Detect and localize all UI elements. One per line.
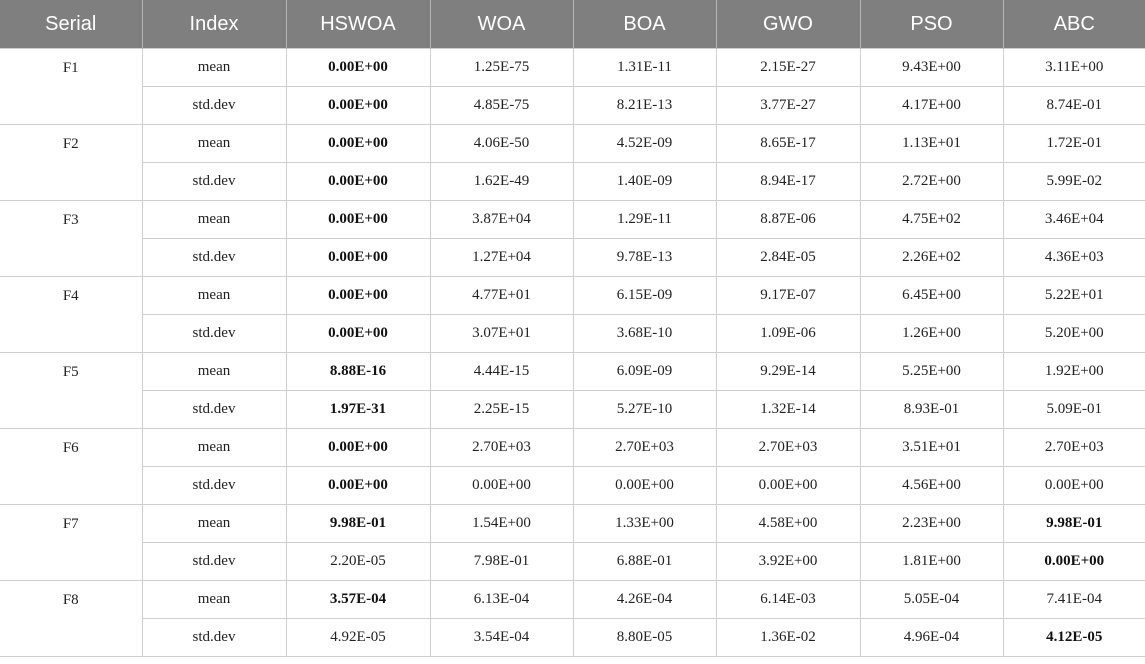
woa-value-cell: 4.06E-50 xyxy=(430,125,573,163)
woa-value-cell: 1.27E+04 xyxy=(430,239,573,277)
pso-value-cell: 4.96E-04 xyxy=(860,619,1003,657)
gwo-value-cell: 8.87E-06 xyxy=(716,201,860,239)
index-cell: std.dev xyxy=(142,543,286,581)
table-body xyxy=(0,49,1145,657)
woa-value-cell: 3.54E-04 xyxy=(430,619,573,657)
abc-value-cell: 9.98E-01 xyxy=(1003,505,1145,543)
woa-value-cell: 4.85E-75 xyxy=(430,87,573,125)
index-cell: mean xyxy=(142,277,286,315)
boa-value-cell: 1.31E-11 xyxy=(573,49,716,87)
pso-value-cell: 8.93E-01 xyxy=(860,391,1003,429)
boa-value-cell: 5.27E-10 xyxy=(573,391,716,429)
hswoa-value-cell: 0.00E+00 xyxy=(286,315,430,353)
table-row xyxy=(0,467,1145,505)
gwo-value-cell: 3.77E-27 xyxy=(716,87,860,125)
table-row xyxy=(0,505,1145,543)
boa-value-cell: 6.88E-01 xyxy=(573,543,716,581)
boa-value-cell: 4.52E-09 xyxy=(573,125,716,163)
header-hswoa: HSWOA xyxy=(286,0,430,49)
gwo-value-cell: 2.15E-27 xyxy=(716,49,860,87)
pso-value-cell: 5.25E+00 xyxy=(860,353,1003,391)
hswoa-value-cell: 0.00E+00 xyxy=(286,467,430,505)
header-pso: PSO xyxy=(860,0,1003,49)
serial-cell: F6 xyxy=(0,429,142,505)
abc-value-cell: 4.36E+03 xyxy=(1003,239,1145,277)
pso-value-cell: 5.05E-04 xyxy=(860,581,1003,619)
hswoa-value-cell: 1.97E-31 xyxy=(286,391,430,429)
abc-value-cell: 0.00E+00 xyxy=(1003,467,1145,505)
boa-value-cell: 0.00E+00 xyxy=(573,467,716,505)
woa-value-cell: 4.77E+01 xyxy=(430,277,573,315)
header-serial: Serial xyxy=(0,0,142,49)
abc-value-cell: 1.92E+00 xyxy=(1003,353,1145,391)
woa-value-cell: 4.44E-15 xyxy=(430,353,573,391)
pso-value-cell: 3.51E+01 xyxy=(860,429,1003,467)
index-cell: std.dev xyxy=(142,163,286,201)
index-cell: std.dev xyxy=(142,467,286,505)
hswoa-value-cell: 0.00E+00 xyxy=(286,49,430,87)
table-row xyxy=(0,543,1145,581)
boa-value-cell: 2.70E+03 xyxy=(573,429,716,467)
gwo-value-cell: 2.84E-05 xyxy=(716,239,860,277)
woa-value-cell: 2.25E-15 xyxy=(430,391,573,429)
hswoa-value-cell: 3.57E-04 xyxy=(286,581,430,619)
index-cell: std.dev xyxy=(142,87,286,125)
woa-value-cell: 0.00E+00 xyxy=(430,467,573,505)
abc-value-cell: 3.46E+04 xyxy=(1003,201,1145,239)
header-row xyxy=(0,0,1145,49)
gwo-value-cell: 9.17E-07 xyxy=(716,277,860,315)
hswoa-value-cell: 2.20E-05 xyxy=(286,543,430,581)
hswoa-value-cell: 8.88E-16 xyxy=(286,353,430,391)
table-row xyxy=(0,581,1145,619)
boa-value-cell: 1.40E-09 xyxy=(573,163,716,201)
pso-value-cell: 2.26E+02 xyxy=(860,239,1003,277)
header-gwo: GWO xyxy=(716,0,860,49)
hswoa-value-cell: 0.00E+00 xyxy=(286,429,430,467)
pso-value-cell: 2.23E+00 xyxy=(860,505,1003,543)
boa-value-cell: 1.33E+00 xyxy=(573,505,716,543)
pso-value-cell: 6.45E+00 xyxy=(860,277,1003,315)
pso-value-cell: 1.81E+00 xyxy=(860,543,1003,581)
index-cell: mean xyxy=(142,125,286,163)
index-cell: std.dev xyxy=(142,619,286,657)
gwo-value-cell: 1.36E-02 xyxy=(716,619,860,657)
boa-value-cell: 4.26E-04 xyxy=(573,581,716,619)
index-cell: mean xyxy=(142,49,286,87)
abc-value-cell: 8.74E-01 xyxy=(1003,87,1145,125)
woa-value-cell: 3.07E+01 xyxy=(430,315,573,353)
header-index: Index xyxy=(142,0,286,49)
hswoa-value-cell: 0.00E+00 xyxy=(286,239,430,277)
abc-value-cell: 0.00E+00 xyxy=(1003,543,1145,581)
woa-value-cell: 1.54E+00 xyxy=(430,505,573,543)
serial-cell: F8 xyxy=(0,581,142,657)
header-boa: BOA xyxy=(573,0,716,49)
woa-value-cell: 6.13E-04 xyxy=(430,581,573,619)
gwo-value-cell: 4.58E+00 xyxy=(716,505,860,543)
woa-value-cell: 1.25E-75 xyxy=(430,49,573,87)
hswoa-value-cell: 9.98E-01 xyxy=(286,505,430,543)
abc-value-cell: 7.41E-04 xyxy=(1003,581,1145,619)
table-row xyxy=(0,163,1145,201)
hswoa-value-cell: 0.00E+00 xyxy=(286,201,430,239)
index-cell: mean xyxy=(142,581,286,619)
index-cell: mean xyxy=(142,429,286,467)
woa-value-cell: 7.98E-01 xyxy=(430,543,573,581)
table-row xyxy=(0,353,1145,391)
pso-value-cell: 9.43E+00 xyxy=(860,49,1003,87)
gwo-value-cell: 2.70E+03 xyxy=(716,429,860,467)
serial-cell: F7 xyxy=(0,505,142,581)
woa-value-cell: 1.62E-49 xyxy=(430,163,573,201)
abc-value-cell: 3.11E+00 xyxy=(1003,49,1145,87)
table-row xyxy=(0,239,1145,277)
hswoa-value-cell: 0.00E+00 xyxy=(286,163,430,201)
boa-value-cell: 9.78E-13 xyxy=(573,239,716,277)
table-row xyxy=(0,201,1145,239)
index-cell: std.dev xyxy=(142,239,286,277)
serial-cell: F3 xyxy=(0,201,142,277)
abc-value-cell: 5.22E+01 xyxy=(1003,277,1145,315)
boa-value-cell: 8.21E-13 xyxy=(573,87,716,125)
gwo-value-cell: 1.09E-06 xyxy=(716,315,860,353)
index-cell: std.dev xyxy=(142,391,286,429)
serial-cell: F1 xyxy=(0,49,142,125)
pso-value-cell: 1.26E+00 xyxy=(860,315,1003,353)
pso-value-cell: 4.17E+00 xyxy=(860,87,1003,125)
index-cell: mean xyxy=(142,201,286,239)
hswoa-value-cell: 0.00E+00 xyxy=(286,277,430,315)
boa-value-cell: 8.80E-05 xyxy=(573,619,716,657)
boa-value-cell: 1.29E-11 xyxy=(573,201,716,239)
woa-value-cell: 3.87E+04 xyxy=(430,201,573,239)
table-row xyxy=(0,125,1145,163)
abc-value-cell: 1.72E-01 xyxy=(1003,125,1145,163)
table-row xyxy=(0,429,1145,467)
hswoa-value-cell: 4.92E-05 xyxy=(286,619,430,657)
pso-value-cell: 4.56E+00 xyxy=(860,467,1003,505)
boa-value-cell: 3.68E-10 xyxy=(573,315,716,353)
table-row xyxy=(0,619,1145,657)
index-cell: mean xyxy=(142,505,286,543)
hswoa-value-cell: 0.00E+00 xyxy=(286,87,430,125)
abc-value-cell: 5.20E+00 xyxy=(1003,315,1145,353)
gwo-value-cell: 1.32E-14 xyxy=(716,391,860,429)
woa-value-cell: 2.70E+03 xyxy=(430,429,573,467)
table-row xyxy=(0,277,1145,315)
gwo-value-cell: 8.65E-17 xyxy=(716,125,860,163)
table-row xyxy=(0,315,1145,353)
gwo-value-cell: 3.92E+00 xyxy=(716,543,860,581)
index-cell: std.dev xyxy=(142,315,286,353)
header-woa: WOA xyxy=(430,0,573,49)
gwo-value-cell: 0.00E+00 xyxy=(716,467,860,505)
abc-value-cell: 2.70E+03 xyxy=(1003,429,1145,467)
serial-cell: F2 xyxy=(0,125,142,201)
index-cell: mean xyxy=(142,353,286,391)
pso-value-cell: 2.72E+00 xyxy=(860,163,1003,201)
abc-value-cell: 5.99E-02 xyxy=(1003,163,1145,201)
header-abc: ABC xyxy=(1003,0,1145,49)
gwo-value-cell: 8.94E-17 xyxy=(716,163,860,201)
pso-value-cell: 1.13E+01 xyxy=(860,125,1003,163)
pso-value-cell: 4.75E+02 xyxy=(860,201,1003,239)
serial-cell: F5 xyxy=(0,353,142,429)
gwo-value-cell: 9.29E-14 xyxy=(716,353,860,391)
table-row xyxy=(0,87,1145,125)
abc-value-cell: 5.09E-01 xyxy=(1003,391,1145,429)
table-row xyxy=(0,49,1145,87)
serial-cell: F4 xyxy=(0,277,142,353)
hswoa-value-cell: 0.00E+00 xyxy=(286,125,430,163)
gwo-value-cell: 6.14E-03 xyxy=(716,581,860,619)
boa-value-cell: 6.15E-09 xyxy=(573,277,716,315)
boa-value-cell: 6.09E-09 xyxy=(573,353,716,391)
table-row xyxy=(0,391,1145,429)
abc-value-cell: 4.12E-05 xyxy=(1003,619,1145,657)
